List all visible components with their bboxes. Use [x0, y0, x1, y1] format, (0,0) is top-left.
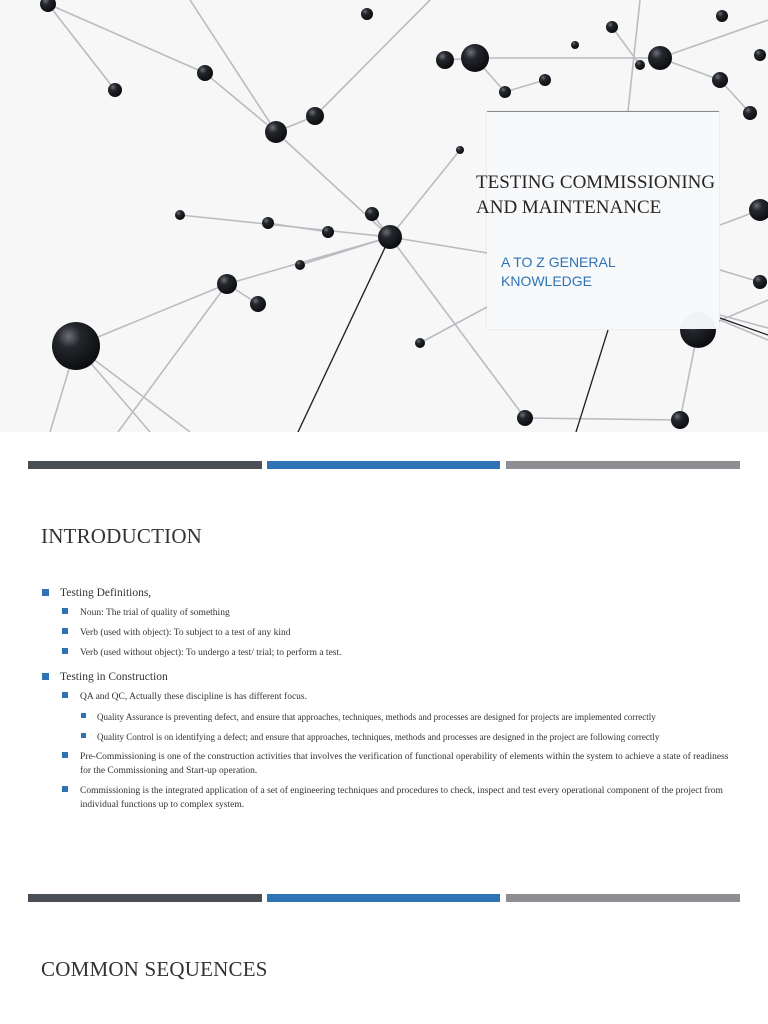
bullet-square-icon: [81, 733, 86, 738]
list-item: Pre-Commissioning is one of the construction activities that involves the verification of functional operability of elements within the system to achieve a state of readiness for the Commissioning and Start-up operation.: [40, 750, 730, 778]
introduction-bullet-list: [40, 586, 730, 812]
list-item: Quality Assurance is preventing defect, and ensure that approaches, techniques, methods and processes are designed for projects are implemented correctly: [40, 710, 730, 724]
list-item: Verb (used without object): To undergo a test/ trial; to perform a test.: [40, 646, 730, 660]
bullet-square-icon: [62, 752, 68, 758]
separator-bar-dark: [28, 894, 262, 902]
bullet-square-icon: [62, 628, 68, 634]
slide-separator: [28, 894, 740, 902]
bullet-square-icon: [62, 648, 68, 654]
bullet-square-icon: [42, 673, 49, 680]
introduction-heading: INTRODUCTION: [41, 524, 203, 548]
list-item: Verb (used with object): To subject to a test of any kind: [40, 626, 730, 640]
list-item: Testing in Construction: [40, 670, 730, 684]
slide-separator: [28, 461, 740, 469]
list-item: Quality Control is on identifying a defect; and ensure that approaches, techniques, methods and processes are designed in the project are following correctly: [40, 730, 730, 744]
list-item: QA and QC, Actually these discipline is has different focus.: [40, 690, 730, 704]
list-item: Testing Definitions,: [40, 586, 730, 600]
slide-title: TESTING COMMISSIONING AND MAINTENANCE: [476, 172, 716, 218]
separator-bar-gray: [506, 894, 740, 902]
separator-bar-blue: [267, 894, 500, 902]
list-item: Commissioning is the integrated application of a set of engineering techniques and procedures to check, inspect and test every operational component of the project from individual functions up to complex system.: [40, 784, 730, 812]
title-panel: [487, 111, 719, 329]
bullet-square-icon: [81, 713, 86, 718]
bullet-square-icon: [42, 589, 49, 596]
list-item: Noun: The trial of quality of something: [40, 606, 730, 620]
title-slide: [0, 0, 768, 432]
separator-bar-gray: [506, 461, 740, 469]
separator-bar-dark: [28, 461, 262, 469]
common-sequences-heading: COMMON SEQUENCES: [41, 957, 268, 981]
separator-bar-blue: [267, 461, 500, 469]
bullet-square-icon: [62, 608, 68, 614]
bullet-square-icon: [62, 692, 68, 698]
bullet-square-icon: [62, 786, 68, 792]
slide-subtitle: A TO Z GENERAL KNOWLEDGE: [501, 254, 616, 289]
